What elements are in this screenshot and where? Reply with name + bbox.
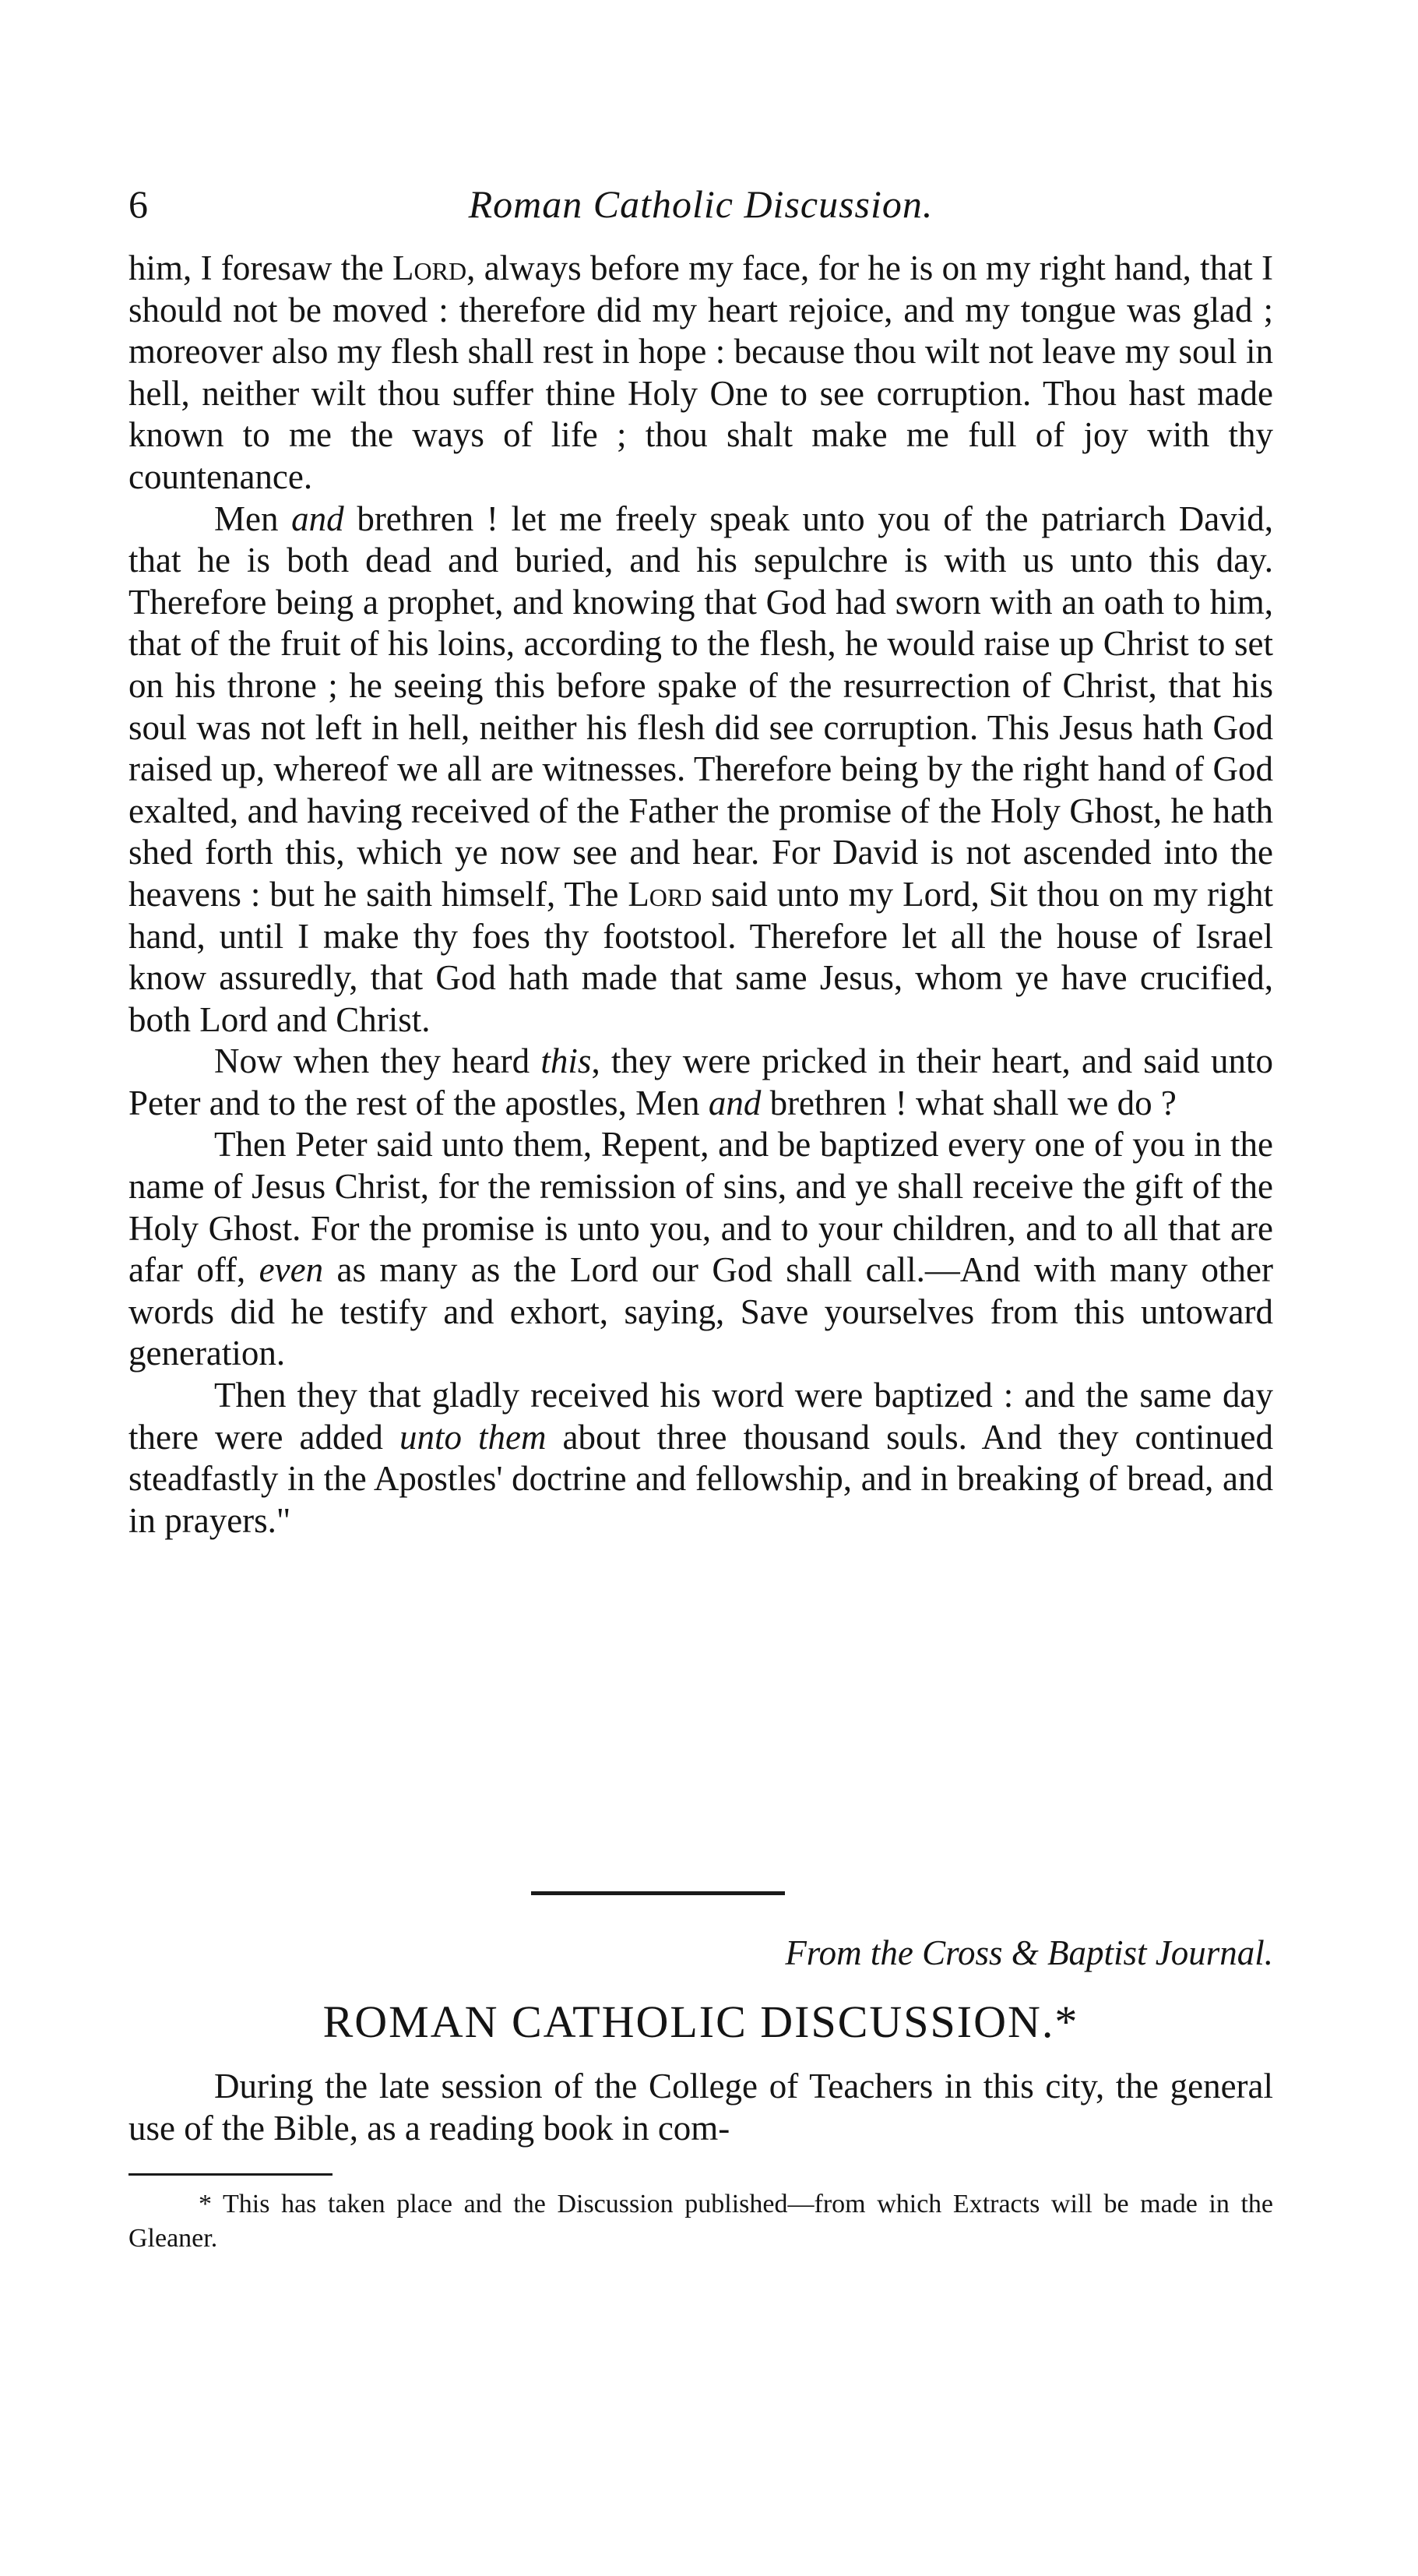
scripture-text: [128, 248, 1273, 1542]
page-number: 6: [128, 182, 148, 226]
article-body: [128, 2066, 1273, 2149]
article-title: ROMAN CATHOLIC DISCUSSION.*: [322, 1996, 1079, 2047]
running-title: Roman Catholic Discussion.: [468, 182, 934, 226]
paragraph-2: Men and brethren ! let me freely speak unto you of the patriarch David, that he is both dead and buried, and his sepulchre is with us unto this day. Therefore being a prophet, and knowing that God had sworn with an oath to him, that of the fruit of his loins, according to the flesh, he would raise up Christ to set on his throne ; he seeing this before spake of the resurrection of Christ, that his soul was not left in hell, neither his flesh did see corruption. This Jesus hath God raised up, whereof we all are witnesses. Therefore being by the right hand of God exalted, and having received of the Father the promise of the Holy Ghost, he hath shed forth this, which ye now see and hear. For David is not ascended into the heavens : but he saith himself, The Lord said unto my Lord, Sit thou on my right hand, until I make thy foes thy footstool. Therefore let all the house of Israel know assuredly, that God hath made that same Jesus, whom ye have crucified, both Lord and Christ.: [128, 499, 1274, 1039]
paragraph-1: him, I foresaw the Lord, always before my face, for he is on my right hand, that I should not be moved : therefore did my heart rejoice, and my tongue was glad ; moreover also my flesh shall rest in hope : because thou wilt not leave my soul in hell, neither wilt thou suffer thine Holy One to see corruption. Thou hast made known to me the ways of life ; thou shalt make me full of joy with thy countenance.: [128, 248, 1273, 496]
footnote: [128, 2187, 1273, 2256]
footnote-rule: [128, 2173, 333, 2176]
paragraph-3: Now when they heard this, they were pricked in their heart, and said unto Peter and to the rest of the apostles, Men and brethren ! what shall we do ?: [128, 1041, 1274, 1122]
section-divider: [531, 1891, 785, 1895]
source-attribution: From the Cross & Baptist Journal.: [785, 1933, 1273, 1972]
footnote-text: * This has taken place and the Discussion published—from which Extracts will be made in the Gleaner.: [128, 2190, 1273, 2253]
paragraph-4: Then Peter said unto them, Repent, and be baptized every one of you in the name of Jesus Christ, for the remission of sins, and ye shall receive the gift of the Holy Ghost. For the promise is unto you, and to your children, and to all that are afar off, even as many as the Lord our God shall call.—And with many other words did he testify and exhort, saying, Save yourselves from this untoward generation.: [128, 1125, 1273, 1373]
article-opening-paragraph: During the late session of the College of Teachers in this city, the general use of the Bible, as a reading book in com-: [128, 2067, 1273, 2148]
page-header: [128, 181, 1273, 235]
paragraph-5: Then they that gladly received his word were baptized : and the same day there were added unto them about three thousand souls. And they continued steadfastly in the Apostles' doctrine and fellowship, and in breaking of bread, and in prayers.": [128, 1376, 1273, 1540]
